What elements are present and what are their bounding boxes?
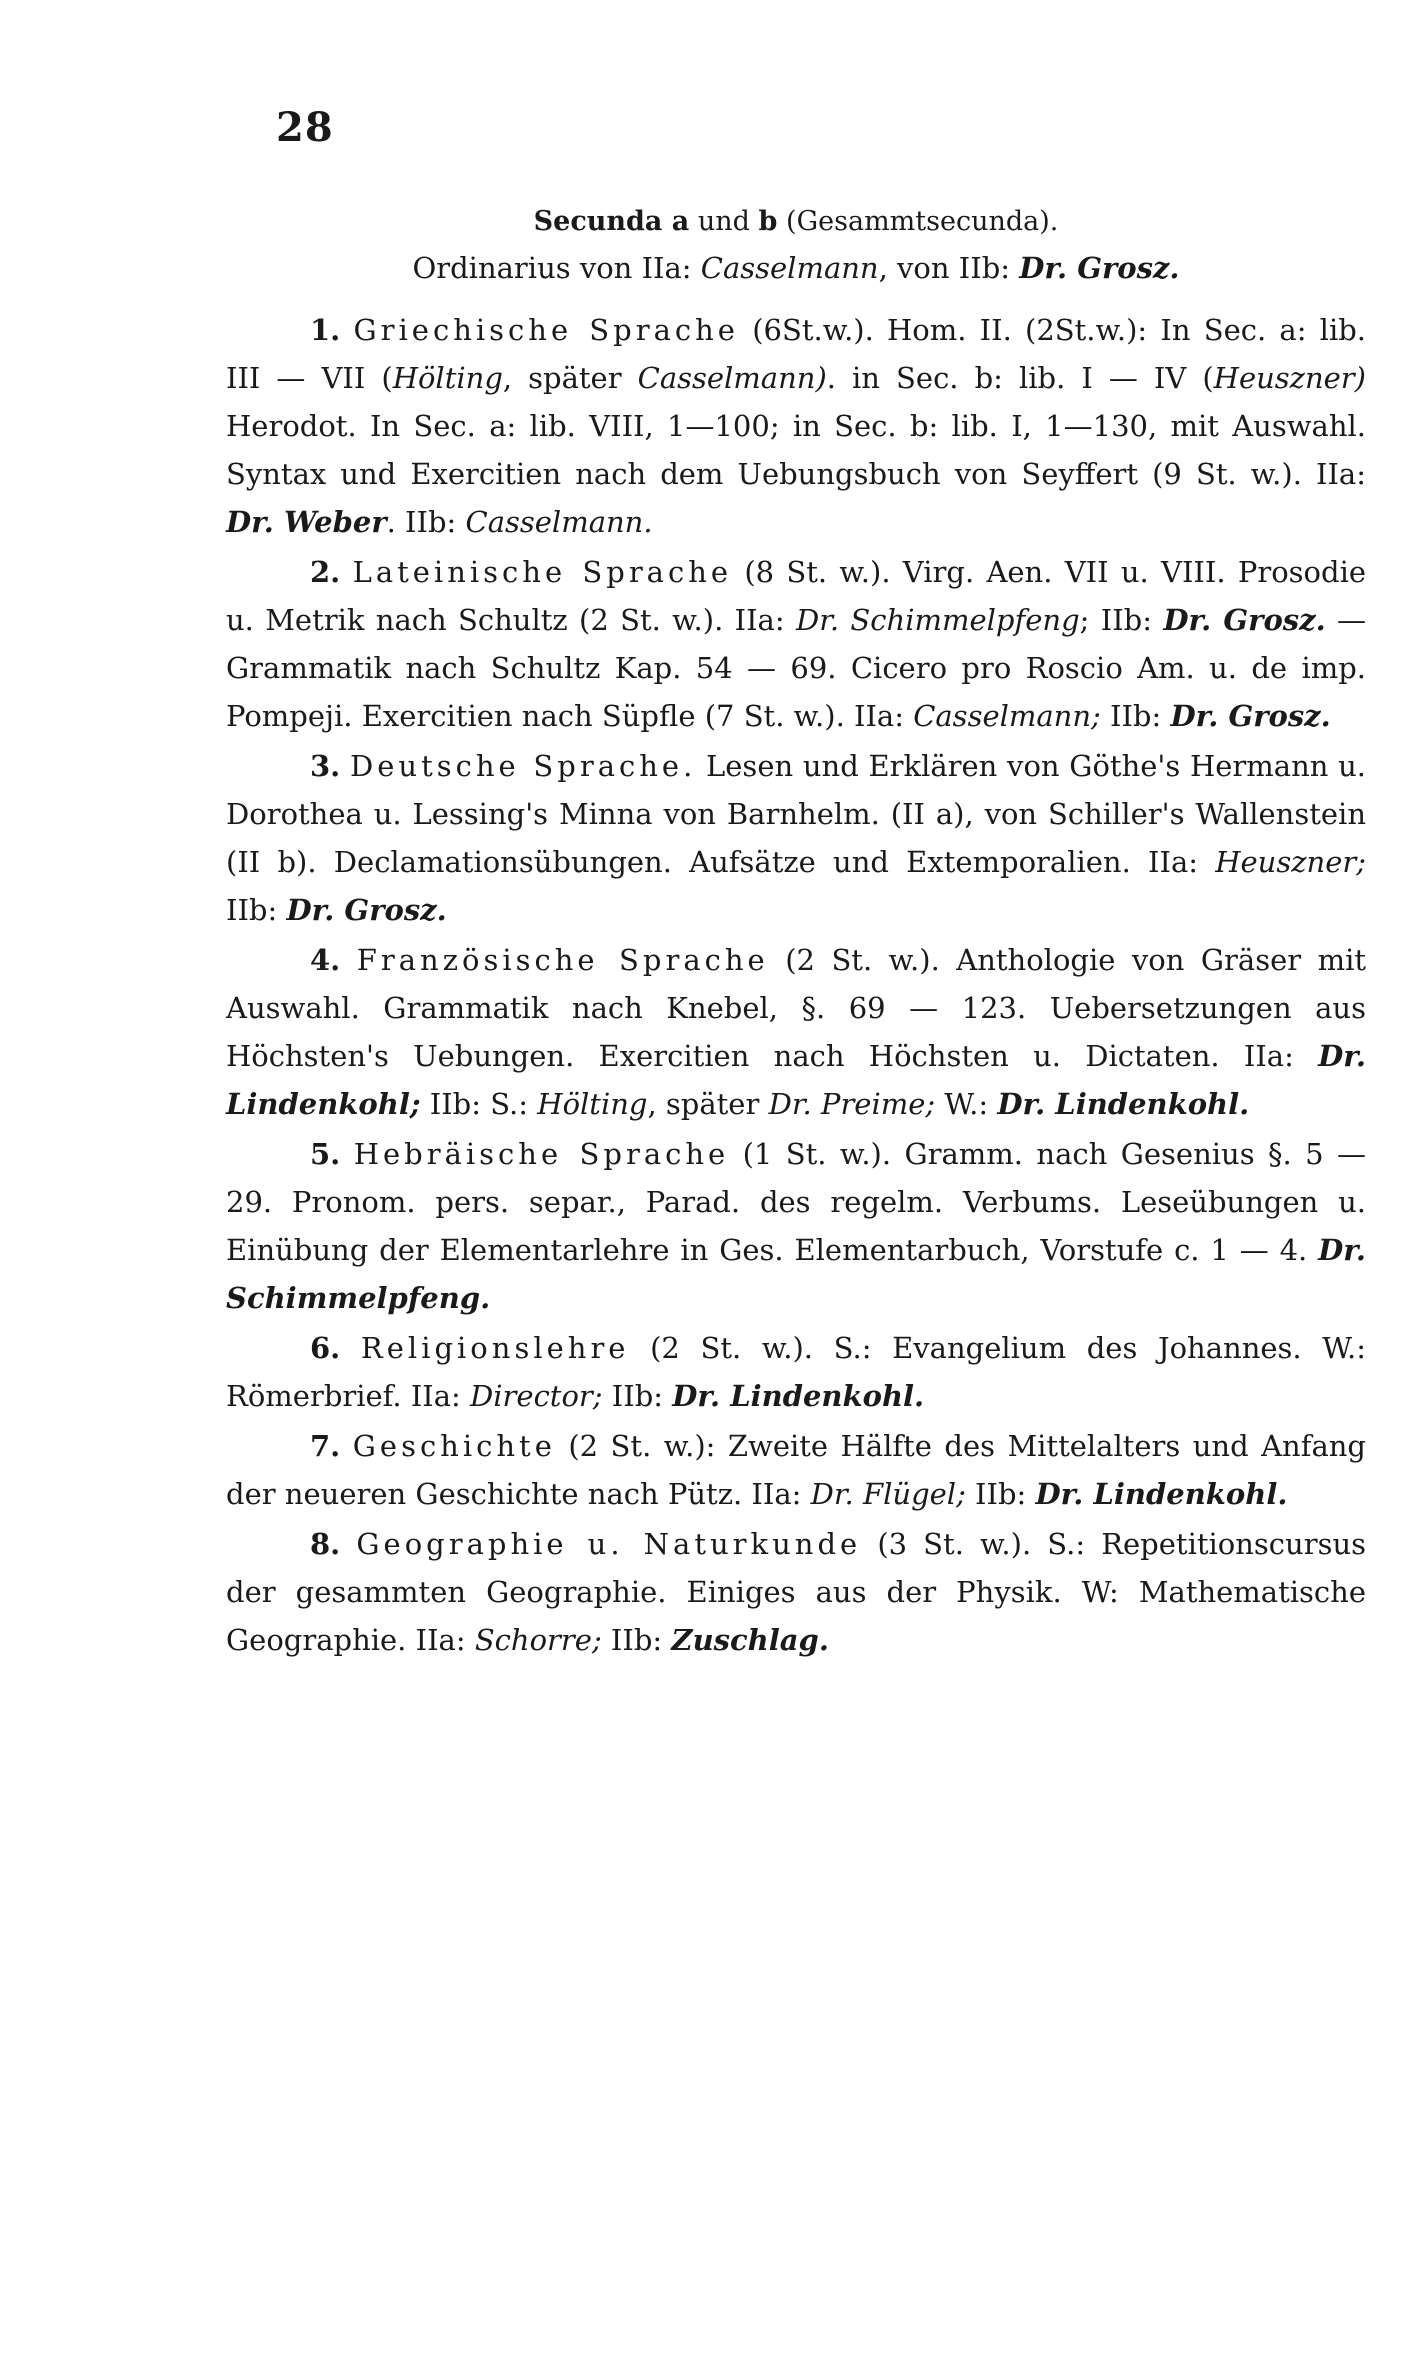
section-text: IIb:: [965, 1477, 1036, 1511]
section-number: 3.: [310, 749, 341, 783]
section-religion: [226, 1324, 1366, 1420]
teacher-name: Dr. Grosz.: [286, 893, 447, 927]
ordinarius-line: [226, 244, 1366, 292]
section-text: , später: [647, 1087, 769, 1121]
teacher-name: Director;: [470, 1379, 603, 1413]
section-greek: [226, 306, 1366, 546]
section-heading: [226, 200, 1366, 244]
ordinarius-teacher-a: Casselmann: [700, 251, 879, 285]
section-text: IIb:: [601, 1623, 672, 1657]
section-text: (2 St. w.). S.: Evangelium des Johannes. W.: Römerbrief. IIa:: [226, 1331, 1366, 1413]
section-subject: Griechische Sprache: [353, 313, 739, 347]
section-text: (1 St. w.). Gramm. nach Gesenius §. 5 — 29. Pronom. pers. separ., Parad. des regelm. Verbums. Leseübungen u. Einübung der Elementarlehre in Ges. Elementarbuch, Vorstufe c. 1 — 4.: [226, 1137, 1367, 1267]
section-text: (8 St. w.). Virg. Aen. VII u. VIII. Prosodie u. Metrik nach Schultz (2 St. w.). IIa:: [226, 555, 1367, 637]
section-number: 6.: [310, 1331, 341, 1365]
section-text: ; IIb:: [1079, 603, 1164, 637]
section-geography: [226, 1520, 1366, 1664]
section-subject: Religionslehre: [360, 1331, 630, 1365]
section-text: IIb:: [1100, 699, 1171, 733]
teacher-name: Dr. Grosz.: [1163, 603, 1326, 637]
section-number: 5.: [310, 1137, 341, 1171]
section-text: IIb:: [602, 1379, 673, 1413]
teacher-name: Schorre;: [474, 1623, 602, 1657]
teacher-name: Casselmann.: [465, 505, 653, 539]
section-number: 8.: [310, 1527, 341, 1561]
section-text: , später: [502, 361, 638, 395]
section-subject: Geschichte: [352, 1429, 556, 1463]
teacher-name: Casselmann;: [913, 699, 1101, 733]
section-subject: Geographie u. Naturkunde: [356, 1527, 862, 1561]
section-history: [226, 1422, 1366, 1518]
teacher-name: Casselmann): [637, 361, 827, 395]
section-subject: Französische Sprache: [356, 943, 769, 977]
heading-title-b: b: [758, 206, 778, 237]
teacher-name: Dr. Lindenkohl;: [226, 1039, 1366, 1121]
section-number: 4.: [310, 943, 341, 977]
section-text: (6St.w.). Hom. II. (2St.w.): In Sec. a: lib. III — VII (: [226, 313, 1367, 395]
teacher-name: Hölting: [537, 1087, 648, 1121]
section-hebrew: [226, 1130, 1366, 1322]
section-text: Herodot. In Sec. a: lib. VIII, 1—100; in Sec. b: lib. I, 1—130, mit Auswahl. Syntax und Exercitien nach dem Uebungsbuch von Seyffert (9 St. w.). IIa:: [226, 409, 1366, 491]
ordinarius-teacher-b: Dr. Grosz.: [1019, 251, 1180, 285]
ordinarius-prefix: Ordinarius von IIa:: [412, 251, 692, 285]
teacher-name: Dr. Weber: [226, 505, 387, 539]
section-text: W.:: [935, 1087, 998, 1121]
teacher-name: Dr. Schimmelpfeng: [795, 603, 1080, 637]
teacher-name: Heuszner): [1213, 361, 1366, 395]
teacher-name: Dr. Flügel;: [810, 1477, 966, 1511]
teacher-name: Dr. Schimmelpfeng.: [226, 1233, 1366, 1315]
page-number: 28: [276, 104, 334, 151]
ordinarius-middle: , von IIb:: [878, 251, 1011, 285]
heading-paren: (Gesammtsecunda).: [786, 206, 1059, 237]
section-french: [226, 936, 1366, 1128]
page-body: [226, 200, 1366, 1664]
section-text: (3 St. w.). S.: Repetitionscursus der gesammten Geographie. Einiges aus der Physik. W: Mathematische Geographie. IIa:: [226, 1527, 1367, 1657]
teacher-name: Hölting: [392, 361, 503, 395]
teacher-name: Zuschlag.: [671, 1623, 829, 1657]
section-subject: Deutsche Sprache.: [350, 749, 697, 783]
section-number: 7.: [310, 1429, 341, 1463]
section-text: Lesen und Erklären von Göthe's Hermann u. Dorothea u. Lessing's Minna von Barnhelm. (II a), von Schiller's Wallenstein (II b). Declamationsübungen. Aufsätze und Extemporalien. IIa:: [226, 749, 1367, 879]
heading-und: und: [697, 206, 750, 237]
section-text: (2 St. w.). Anthologie von Gräser mit Auswahl. Grammatik nach Knebel, §. 69 — 123. Uebersetzungen aus Höchsten's Uebungen. Exercitien nach Höchsten u. Dictaten. IIa:: [226, 943, 1367, 1073]
section-subject: Hebräische Sprache: [353, 1137, 730, 1171]
teacher-name: Dr. Lindenkohl.: [1035, 1477, 1288, 1511]
section-latin: [226, 548, 1366, 740]
teacher-name: Dr. Lindenkohl.: [997, 1087, 1250, 1121]
teacher-name: Dr. Lindenkohl.: [672, 1379, 925, 1413]
teacher-name: Dr. Grosz.: [1170, 699, 1331, 733]
teacher-name: Heuszner;: [1215, 845, 1366, 879]
section-german: [226, 742, 1366, 934]
section-text: — Grammatik nach Schultz Kap. 54 — 69. Cicero pro Roscio Am. u. de imp. Pompeji. Exercitien nach Süpfle (7 St. w.). IIa:: [226, 603, 1367, 733]
section-text: IIb:: [226, 893, 287, 927]
teacher-name: Dr. Preime;: [768, 1087, 936, 1121]
section-text: . in Sec. b: lib. I — IV (: [826, 361, 1214, 395]
section-subject: Lateinische Sprache: [352, 555, 733, 589]
section-text: (2 St. w.): Zweite Hälfte des Mittelalters und Anfang der neueren Geschichte nach Pütz. IIa:: [226, 1429, 1366, 1511]
section-number: 1.: [310, 313, 341, 347]
heading-title-a: Secunda a: [533, 206, 690, 237]
section-number: 2.: [310, 555, 341, 589]
section-text: . IIb:: [386, 505, 466, 539]
section-text: IIb: S.:: [420, 1087, 538, 1121]
